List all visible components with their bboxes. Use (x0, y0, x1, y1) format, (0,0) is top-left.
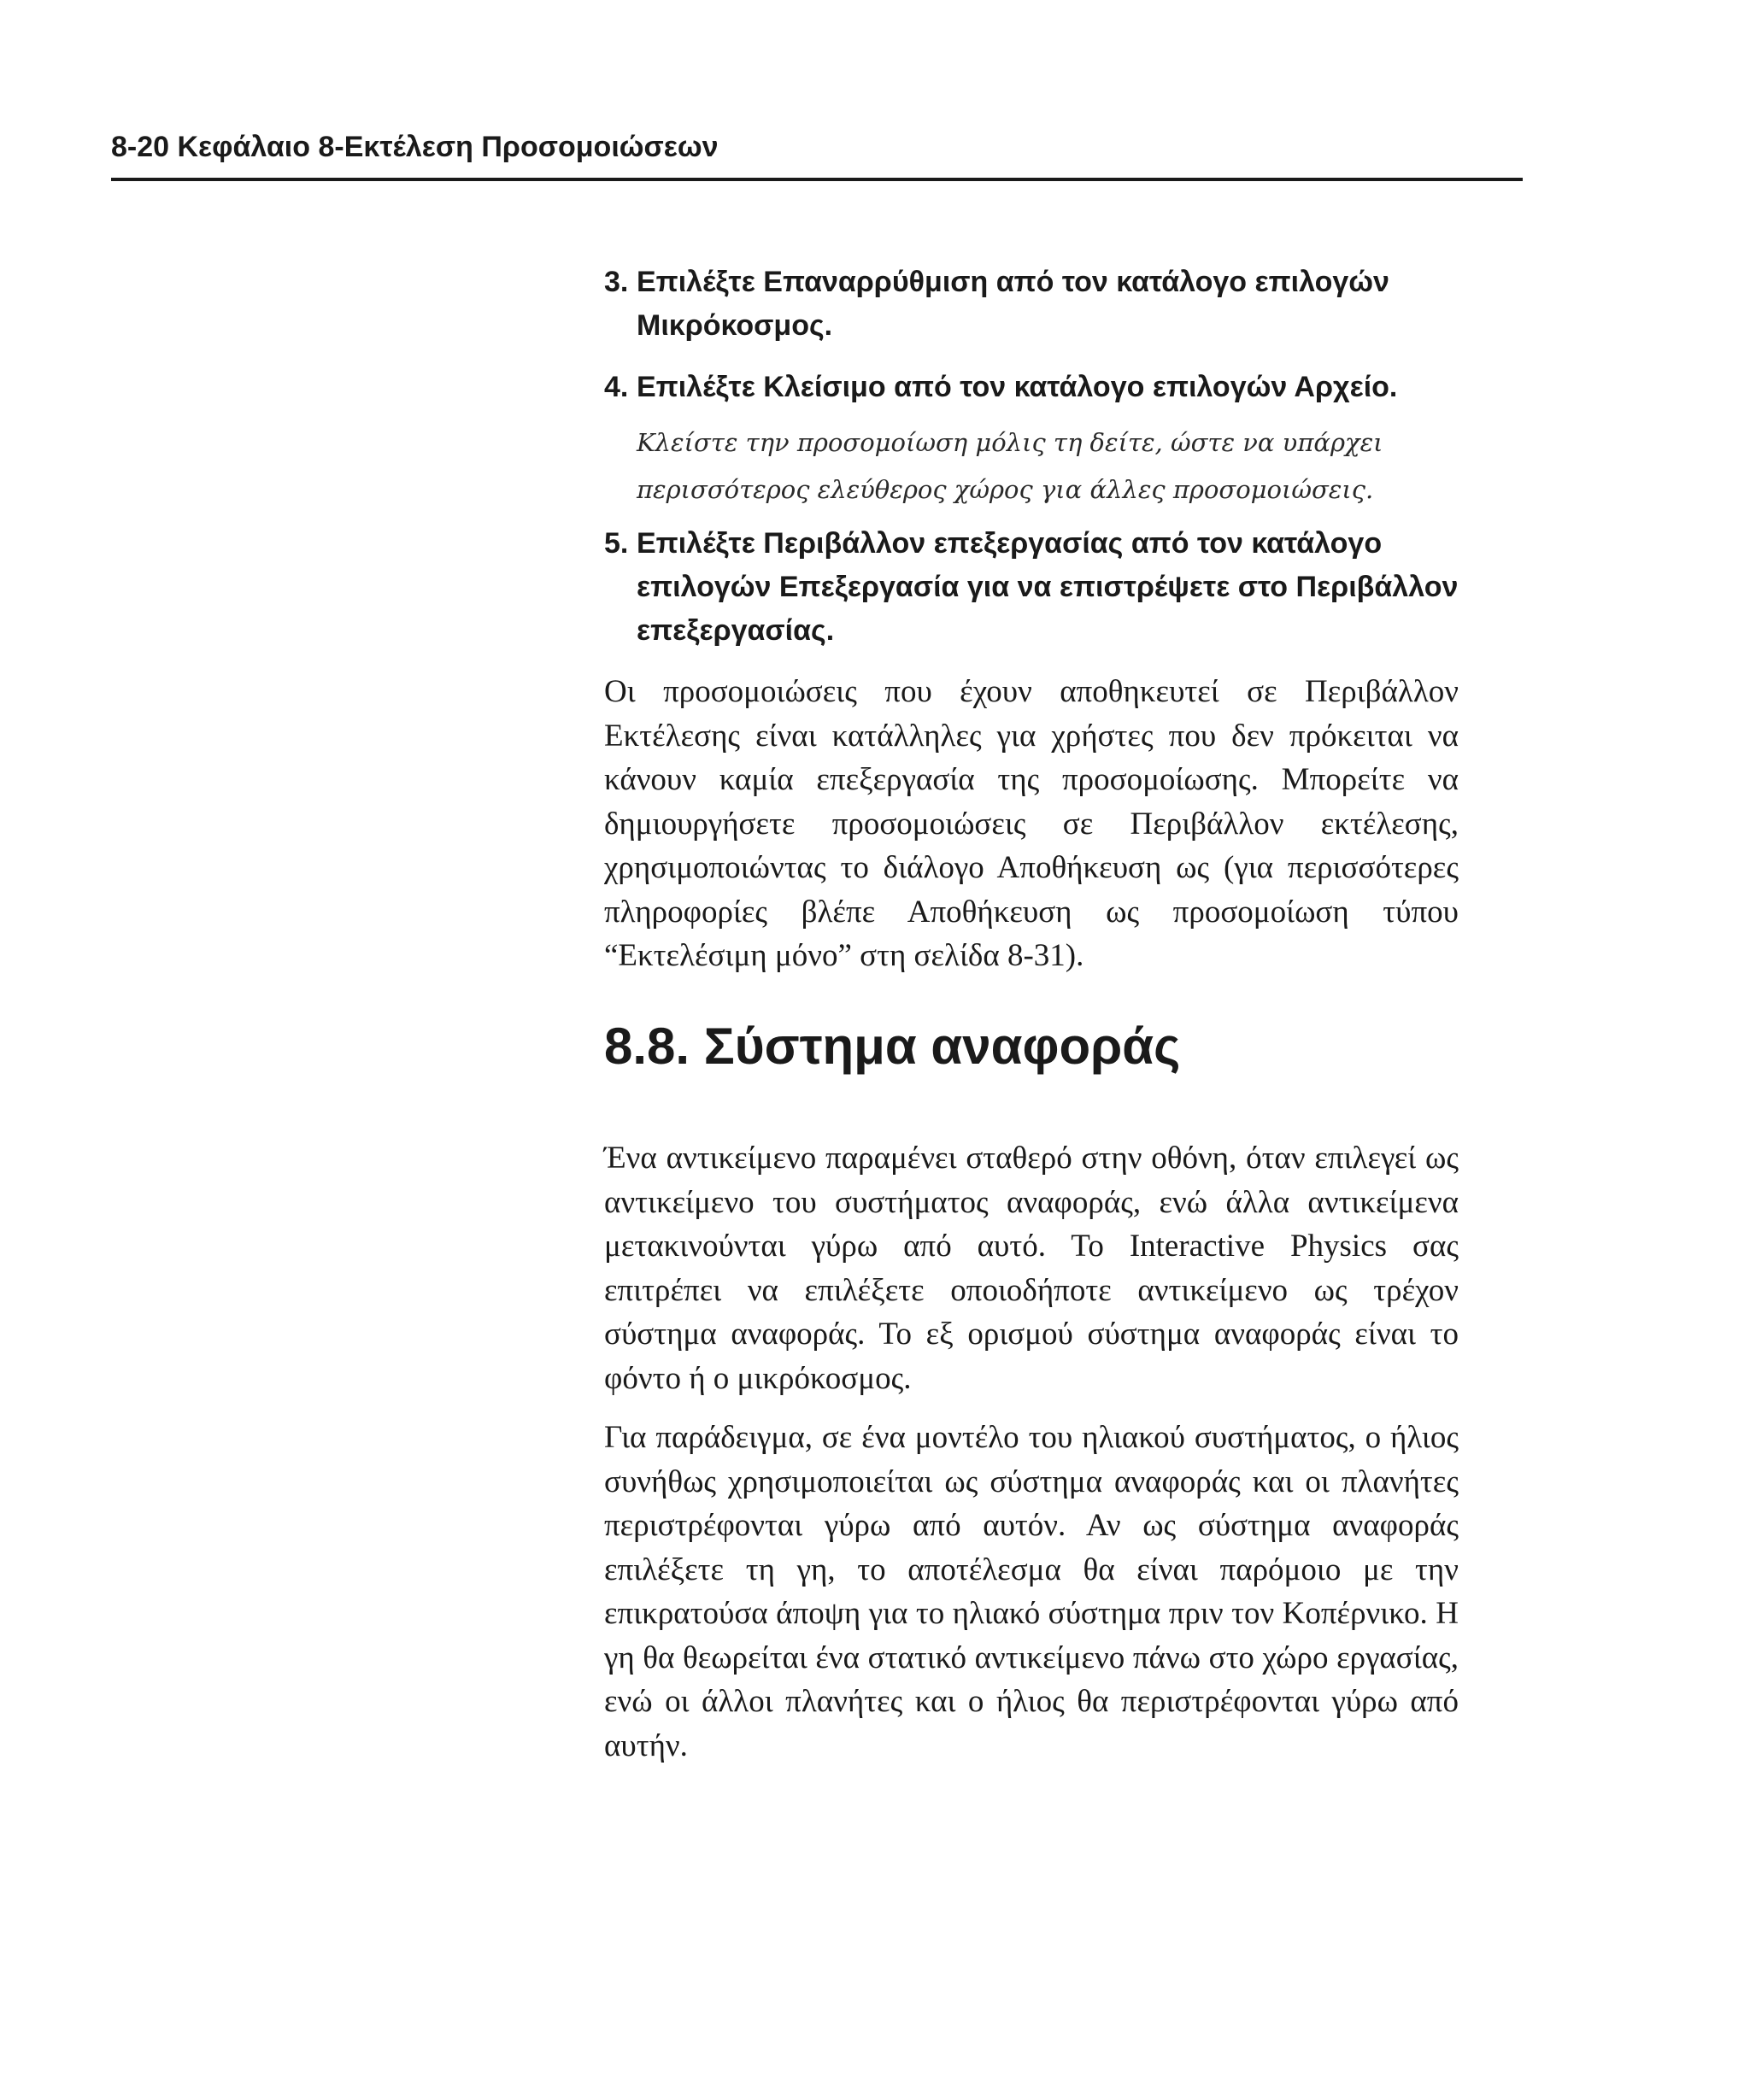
running-header-title: 8-20 Κεφάλαιο 8-Εκτέλεση Προσομοιώσεων (111, 131, 719, 163)
section-paragraph: Ένα αντικείμενο παραμένει σταθερό στην οθόνη, όταν επιλεγεί ως αντικείμενο του συστήματος αναφοράς, ενώ άλλα αντικείμενα μετακινούνται γύρω από αυτό. Το Interactive Physics σας επιτρέπει να επιλέξετε οποιοδήποτε αντικείμενο ως τρέχον σύστημα αναφοράς. Το εξ ορισμού σύστημα αναφοράς είναι το φόντο ή ο μικρόκοσμος. (604, 1141, 1459, 1396)
running-header (111, 128, 1523, 166)
step-4 (604, 366, 1459, 409)
section-paragraph: Για παράδειγμα, σε ένα μοντέλο του ηλιακού συστήματος, ο ήλιος συνήθως χρησιμοποιείται ως σύστημα αναφοράς και οι πλανήτες περιστρέφονται γύρω από αυτόν. Αν ως σύστημα αναφοράς επιλέξετε τη γη, το αποτέλεσμα θα είναι παρόμοιο με την επικρατούσα άποψη για το ηλιακό σύστημα πριν τον Κοπέρνικο. Η γη θα θεωρείται ένα στατικό αντικείμενο πάνω στο χώρο εργασίας, ενώ οι άλλοι πλανήτες και ο ήλιος θα περιστρέφονται γύρω από αυτήν. (604, 1420, 1459, 1763)
step-5 (604, 522, 1459, 653)
section-heading: 8.8. Σύστημα αναφοράς (604, 1018, 1181, 1075)
run-mode-paragraph: Οι προσομοιώσεις που έχουν αποθηκευτεί σε Περιβάλλον Εκτέλεσης είναι κατάλληλες για χρήστες που δεν πρόκειται να κάνουν καμία επεξεργασία της προσομοίωσης. Μπορείτε να δημιουργήσετε προσομοιώσεις σε Περιβάλλον εκτέλεσης, χρησιμοποιώντας το διάλογο Αποθήκευση ως (για περισσότερες πληροφορίες βλέπε Αποθήκευση ως προσομοίωση τύπου “Εκτελέσιμη μόνο” στη σελίδα 8-31). (604, 674, 1459, 973)
step-number: 4. (604, 371, 629, 403)
header-rule (111, 178, 1523, 181)
step-number: 3. (604, 266, 629, 298)
step-text: Επιλέξτε Περιβάλλον επεξεργασίας από τον κατάλογο επιλογών Επεξεργασία για να επιστρέψετε στο Περιβάλλον επεξεργασίας. (637, 527, 1459, 647)
step-3 (604, 261, 1459, 348)
step-text: Επιλέξτε Κλείσιμο από τον κατάλογο επιλογών Αρχείο. (637, 371, 1398, 403)
step-text: Επιλέξτε Επαναρρύθμιση από τον κατάλογο επιλογών Μικρόκοσμος. (637, 266, 1389, 342)
step-4-note: Κλείστε την προσομοίωση μόλις τη δείτε, ώστε να υπάρχει περισσότερος ελεύθερος χώρος για άλλες προσομοιώσεις. (637, 428, 1383, 504)
step-number: 5. (604, 527, 629, 560)
